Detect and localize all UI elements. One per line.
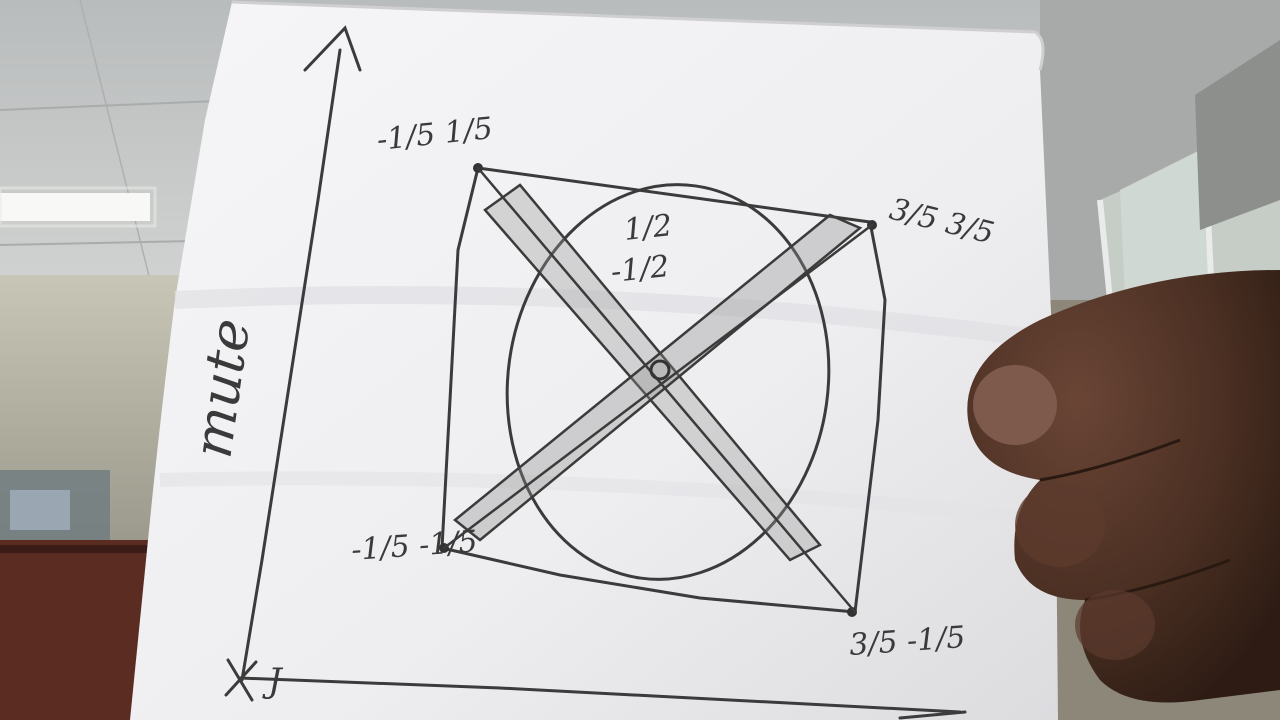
origin-label: J <box>268 661 282 701</box>
ceiling-light <box>0 193 150 221</box>
corner-label-top-left: -1/5 1/5 <box>375 110 495 158</box>
corner-label-bottom-left: -1/5 -1/5 <box>350 524 479 568</box>
corner-label-bottom-right: 3/5 -1/5 <box>848 619 967 663</box>
corner-label-top-right: 3/5 3/5 <box>886 191 998 252</box>
cabinet-edge <box>0 545 160 553</box>
center-label-top: 1/2 <box>622 208 674 248</box>
paper-sheet <box>130 2 1058 720</box>
finger-tip <box>1015 483 1105 567</box>
thumb-nail <box>973 365 1057 445</box>
finger-tip <box>1075 590 1155 660</box>
y-axis-label: mute <box>180 314 263 462</box>
office-clutter-box <box>10 490 70 530</box>
center-label-bottom: -1/2 <box>609 249 671 290</box>
